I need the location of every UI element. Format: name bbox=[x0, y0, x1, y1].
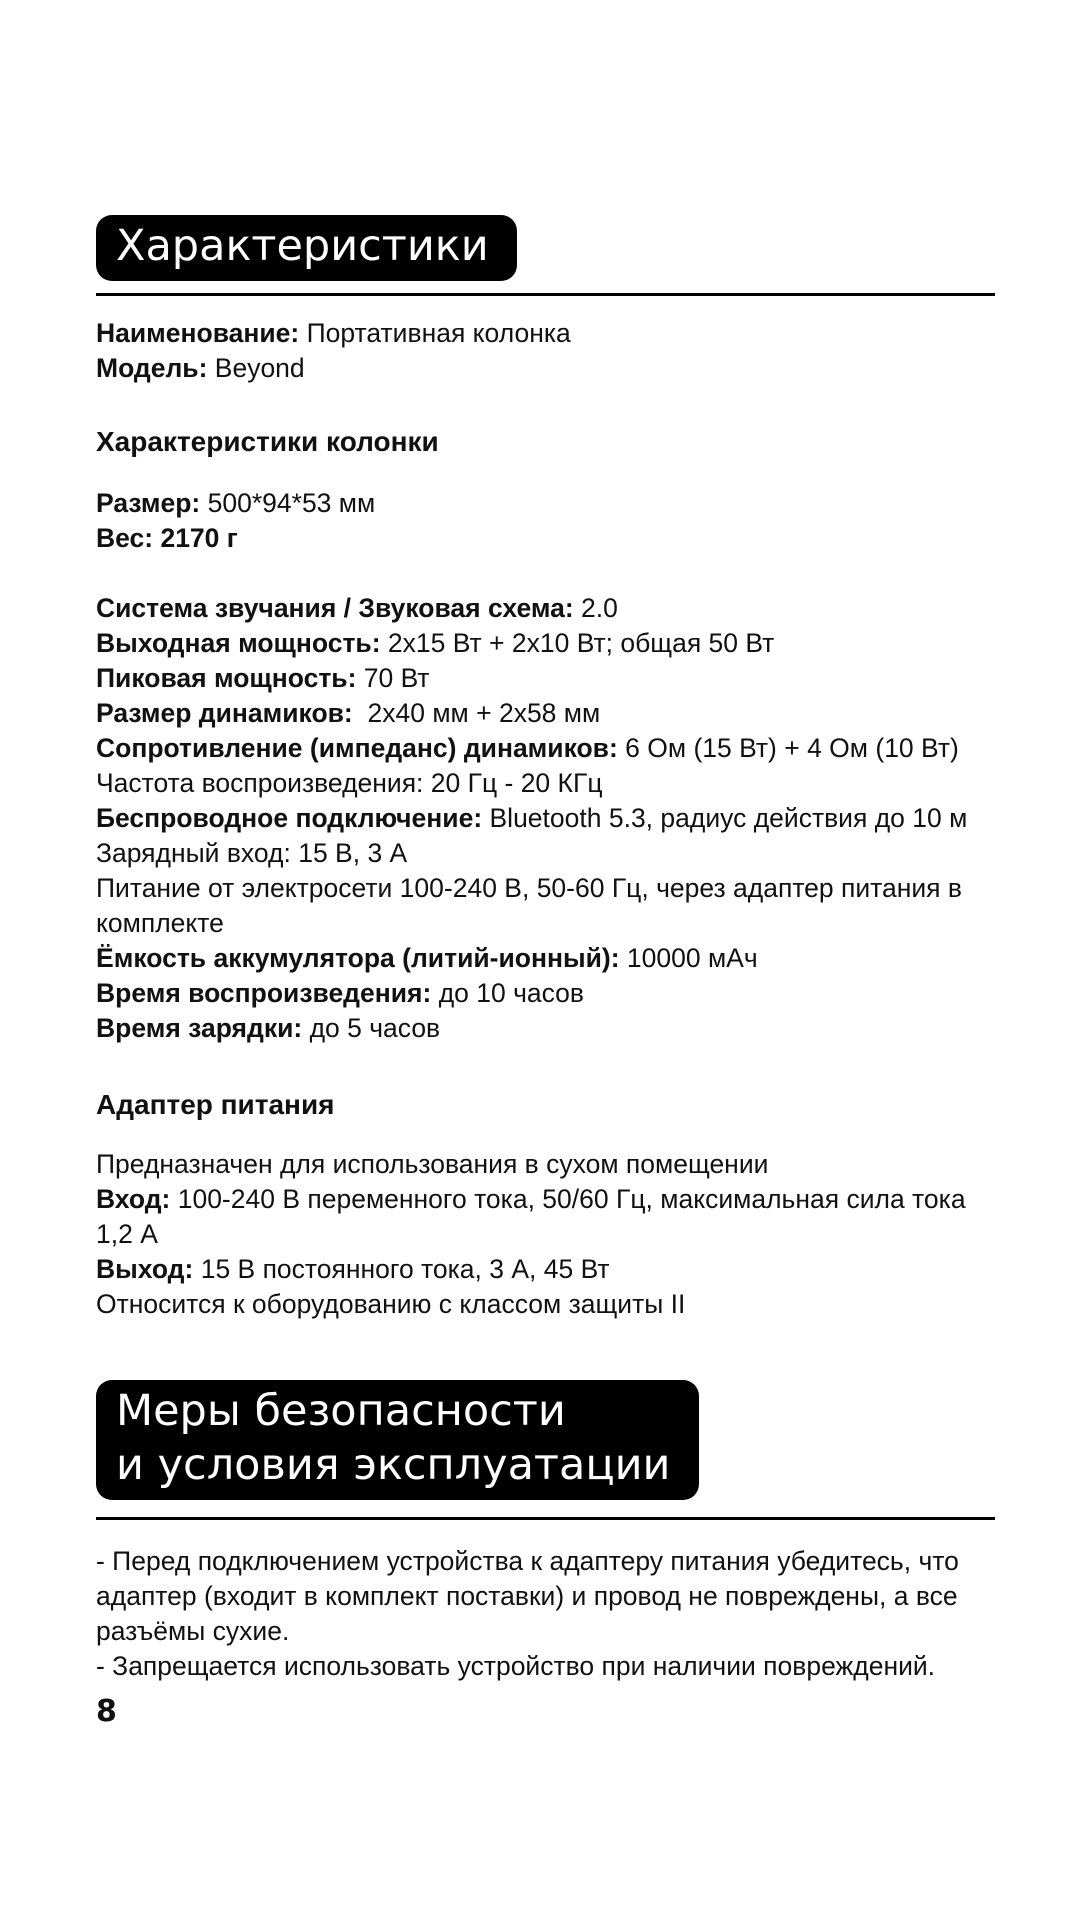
section-title-safety bbox=[96, 1380, 699, 1500]
spec-value: 2x40 мм + 2x58 мм bbox=[352, 698, 601, 728]
spec-row-model bbox=[96, 351, 1006, 386]
section-title-line: и условия эксплуатации bbox=[116, 1440, 671, 1490]
section-title-characteristics bbox=[96, 215, 517, 281]
spec-value: Портативная колонка bbox=[299, 318, 571, 348]
spec-row bbox=[96, 976, 1006, 1011]
section-title-line: Меры безопасности bbox=[116, 1386, 566, 1436]
spec-value: Предназначен для использования в сухом помещении bbox=[96, 1149, 769, 1179]
spec-value: Beyond bbox=[207, 353, 305, 383]
spec-value: 500*94*53 мм bbox=[200, 488, 376, 518]
spec-label: Время воспроизведения: bbox=[96, 978, 432, 1008]
adapter-heading: Адаптер питания bbox=[96, 1089, 335, 1120]
speaker-heading: Характеристики колонки bbox=[96, 426, 439, 457]
spec-label: Размер: bbox=[96, 488, 201, 518]
spec-label: Наименование: bbox=[96, 318, 300, 348]
spec-value: 70 Вт bbox=[356, 663, 430, 693]
spec-row bbox=[96, 1011, 1006, 1046]
spec-label: Система звучания / Звуковая схема: bbox=[96, 593, 574, 623]
spec-value: Зарядный вход: 15 В, 3 А bbox=[96, 838, 408, 868]
spec-value: 6 Ом (15 Вт) + 4 Ом (10 Вт) bbox=[617, 733, 959, 763]
spec-label: Выход: bbox=[96, 1254, 194, 1284]
spec-row bbox=[96, 696, 1006, 731]
spec-value: Относится к оборудованию с классом защиты II bbox=[96, 1289, 686, 1319]
spec-label: Модель: bbox=[96, 353, 208, 383]
spec-value: 100-240 В переменного тока, 50/60 Гц, максимальная сила тока 1,2 А bbox=[96, 1184, 966, 1249]
spec-value: до 10 часов bbox=[431, 978, 585, 1008]
size-weight bbox=[96, 486, 1006, 556]
speaker-specs bbox=[96, 591, 1006, 1046]
spec-row bbox=[96, 661, 1006, 696]
section-divider bbox=[96, 1517, 995, 1520]
general-info bbox=[96, 316, 1006, 386]
spec-row-weight bbox=[96, 521, 1006, 556]
spec-label: Вход: bbox=[96, 1184, 171, 1214]
safety-paragraph: - Перед подключением устройства к адаптеру питания убедитесь, что адаптер (входит в комплект поставки) и провод не повреждены, а все разъёмы сухие. bbox=[96, 1546, 959, 1646]
spec-label: Размер динамиков: bbox=[96, 698, 353, 728]
spec-row bbox=[96, 591, 1006, 626]
spec-label: Выходная мощность: bbox=[96, 628, 381, 658]
section-divider bbox=[96, 293, 995, 296]
spec-row-name bbox=[96, 316, 1006, 351]
adapter-row bbox=[96, 1287, 1006, 1322]
safety-paragraph: - Запрещается использовать устройство при наличии повреждений. bbox=[96, 1651, 936, 1681]
spec-value: до 5 часов bbox=[302, 1013, 441, 1043]
spec-row bbox=[96, 836, 1006, 871]
adapter-info bbox=[96, 1147, 1006, 1322]
spec-label: Сопротивление (импеданс) динамиков: bbox=[96, 733, 618, 763]
spec-row bbox=[96, 941, 1006, 976]
spec-label: Пиковая мощность: bbox=[96, 663, 357, 693]
spec-label: Вес: 2170 г bbox=[96, 523, 238, 553]
page-number: 8 bbox=[96, 1694, 117, 1729]
spec-value: Частота воспроизведения: 20 Гц - 20 КГц bbox=[96, 768, 603, 798]
adapter-row bbox=[96, 1182, 966, 1252]
spec-row bbox=[96, 731, 1006, 766]
adapter-row bbox=[96, 1147, 1006, 1182]
spec-value: 2x15 Вт + 2x10 Вт; общая 50 Вт bbox=[380, 628, 775, 658]
adapter-row bbox=[96, 1252, 1006, 1287]
spec-row bbox=[96, 766, 1006, 801]
spec-value: 10000 мАч bbox=[619, 943, 758, 973]
spec-row bbox=[96, 801, 1006, 836]
spec-label: Беспроводное подключение: bbox=[96, 803, 483, 833]
spec-label: Время зарядки: bbox=[96, 1013, 303, 1043]
spec-value: 2.0 bbox=[573, 593, 618, 623]
section-title-text: Характеристики bbox=[116, 221, 489, 271]
safety-text bbox=[96, 1544, 1001, 1684]
spec-row-size bbox=[96, 486, 1006, 521]
spec-label: Ёмкость аккумулятора (литий-ионный): bbox=[96, 943, 620, 973]
spec-value: Bluetooth 5.3, радиус действия до 10 м bbox=[482, 803, 968, 833]
spec-row bbox=[96, 626, 1006, 661]
spec-value: Питание от электросети 100-240 В, 50-60 Гц, через адаптер питания в комплекте bbox=[96, 873, 962, 938]
spec-value: 15 В постоянного тока, 3 А, 45 Вт bbox=[193, 1254, 610, 1284]
spec-row bbox=[96, 871, 996, 941]
